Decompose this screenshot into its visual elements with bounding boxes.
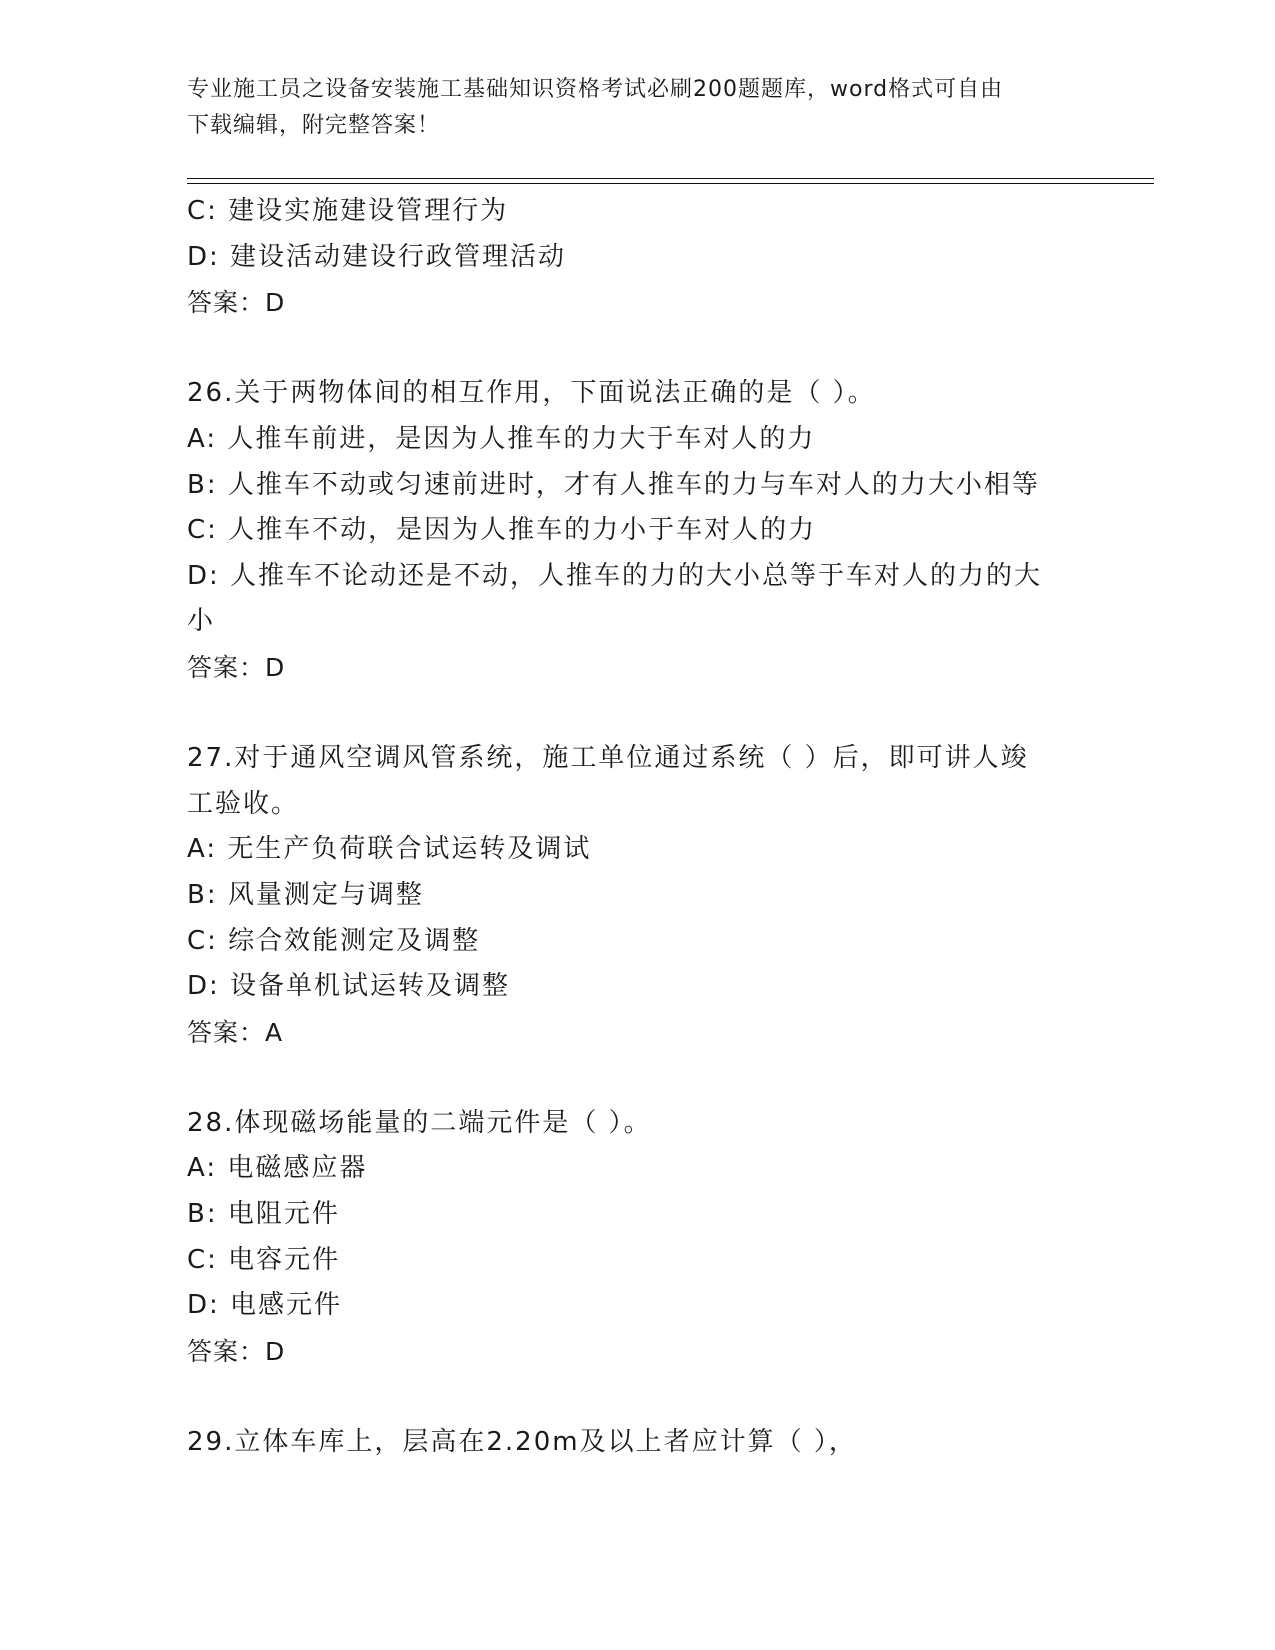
header-divider-bottom <box>187 183 1154 184</box>
q28-option-c: C: 电容元件 <box>187 1244 341 1275</box>
header-divider-top <box>187 178 1154 179</box>
q27-answer: 答案：A <box>187 1017 284 1047</box>
q28-option-b: B: 电阻元件 <box>187 1199 340 1230</box>
q28-option-d: D: 电感元件 <box>187 1290 343 1321</box>
spacer <box>187 691 1087 737</box>
q27-stem-continued: 工验收。 <box>187 788 300 819</box>
spacer <box>187 1055 1087 1101</box>
q26-option-c: C: 人推车不动，是因为人推车的力小于车对人的力 <box>187 515 817 546</box>
spacer <box>187 1374 1087 1420</box>
q26-option-a: A: 人推车前进，是因为人推车的力大于车对人的力 <box>187 423 816 454</box>
q27-stem: 27.对于通风空调风管系统，施工单位通过系统（ ）后，即可讲人竣 <box>187 743 1029 774</box>
q26-option-d-continued: 小 <box>187 606 216 637</box>
q28-answer: 答案：D <box>187 1336 286 1366</box>
q28-stem: 28.体现磁场能量的二端元件是（ ）。 <box>187 1107 652 1138</box>
q27-option-a: A: 无生产负荷联合试运转及调试 <box>187 834 592 865</box>
q26-answer: 答案：D <box>187 652 286 682</box>
question-content <box>187 189 1087 1466</box>
q27-option-d: D: 设备单机试运转及调整 <box>187 971 511 1002</box>
header-line-1: 专业施工员之设备安装施工基础知识资格考试必刷200题题库，word格式可自由 <box>187 77 1004 102</box>
q27-option-c: C: 综合效能测定及调整 <box>187 925 481 956</box>
q25-option-c: C: 建设实施建设管理行为 <box>187 196 509 226</box>
header-line-2: 下载编辑，附完整答案！ <box>187 113 441 138</box>
q26-option-d: D: 人推车不论动还是不动，人推车的力的大小总等于车对人的力的大 <box>187 560 1043 591</box>
document-header <box>187 72 1087 144</box>
q26-stem: 26.关于两物体间的相互作用，下面说法正确的是（ ）。 <box>187 378 876 409</box>
q26-option-b: B: 人推车不动或匀速前进时，才有人推车的力与车对人的力大小相等 <box>187 469 1040 500</box>
q29-stem: 29.立体车库上，层高在2.20m及以上者应计算（ ）， <box>187 1427 857 1458</box>
q25-answer: 答案：D <box>187 288 286 318</box>
q28-option-a: A: 电磁感应器 <box>187 1153 368 1184</box>
q27-option-b: B: 风量测定与调整 <box>187 879 424 910</box>
spacer <box>187 326 1087 372</box>
q25-option-d: D: 建设活动建设行政管理活动 <box>187 241 567 272</box>
